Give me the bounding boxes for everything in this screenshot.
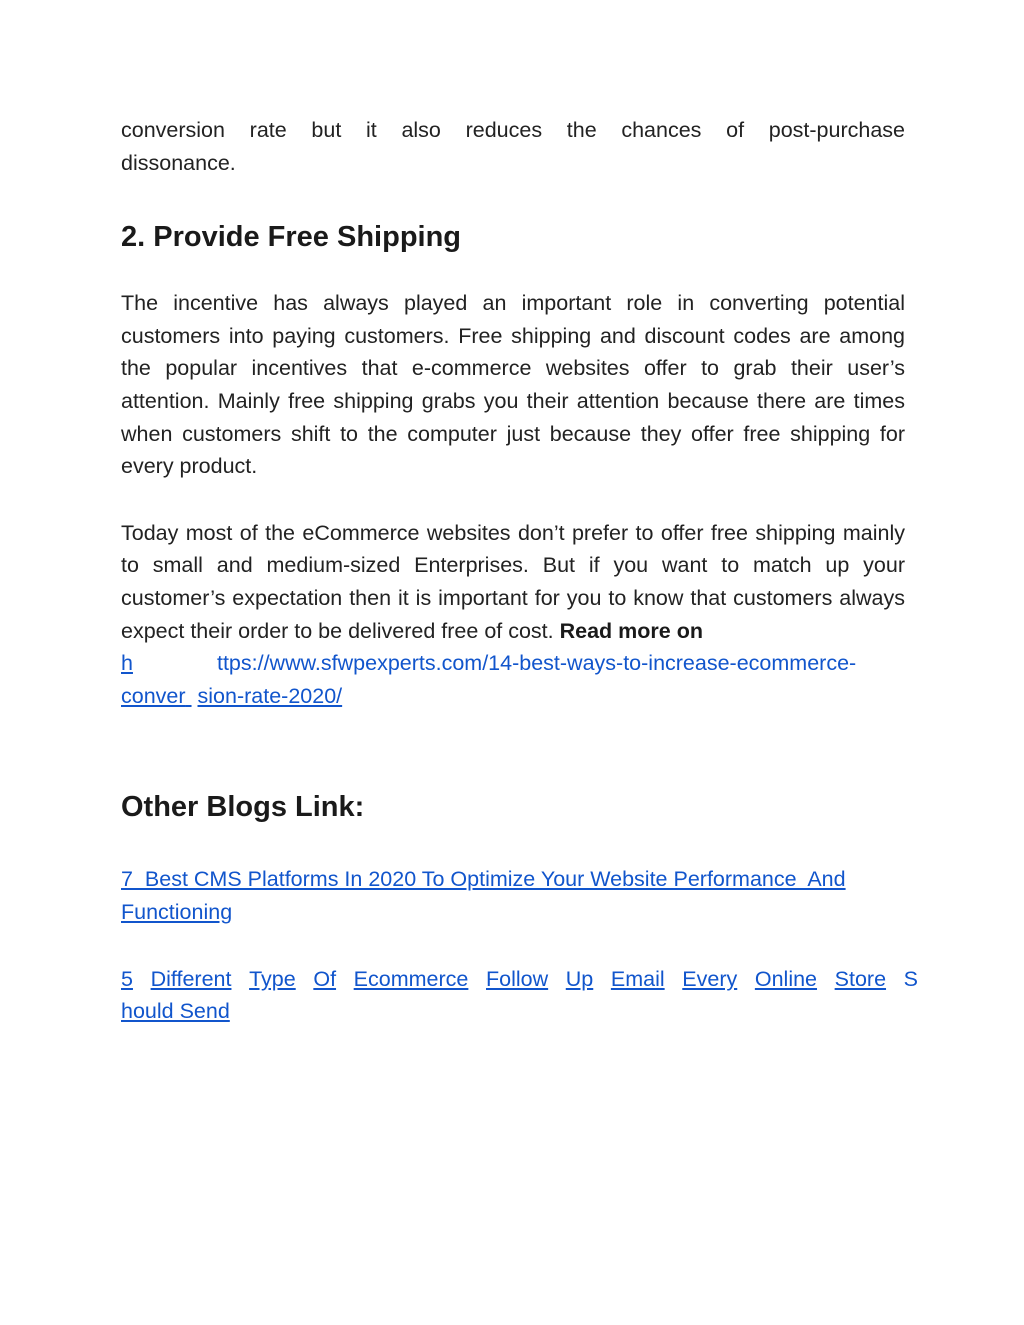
blog-link-follow-up-word[interactable]: Follow: [486, 966, 549, 991]
read-more-link-part-3-text: conver: [121, 683, 186, 708]
read-more-link-part-2[interactable]: ttps://www.sfwpexperts.com/14-best-ways-to-increase-ecommerce-: [216, 651, 857, 676]
blog-link-cms-line-2[interactable]: Functioning: [121, 899, 233, 924]
read-more-link-line-2: [121, 680, 905, 713]
intro-words: [121, 114, 905, 147]
blog-link-follow-up-word[interactable]: Ecommerce: [353, 966, 469, 991]
blog-link-follow-up-word[interactable]: Type: [249, 966, 296, 991]
intro-word: chances: [621, 118, 702, 142]
blog-link-follow-up-word[interactable]: S: [903, 966, 918, 991]
section-heading-free-shipping: 2. Provide Free Shipping: [121, 221, 462, 254]
blog-link-cms-line-1[interactable]: 7 Best CMS Platforms In 2020 To Optimize Your Website Performance And: [121, 867, 846, 892]
intro-word: but: [311, 118, 342, 142]
blog-link-follow-up-word[interactable]: Every: [682, 966, 738, 991]
read-more-link-part-3[interactable]: [121, 684, 192, 708]
blog-link-follow-up-word[interactable]: Different: [150, 966, 232, 991]
blog-link-follow-up-word[interactable]: Of: [313, 966, 337, 991]
blog-link-follow-up-line-1: [121, 963, 918, 996]
read-more-link-line-1: [121, 647, 905, 680]
read-more-link-part-4[interactable]: sion-rate-2020/: [197, 683, 343, 708]
read-more-label: Read more on: [559, 618, 703, 643]
paragraph-free-shipping-1: The incentive has always played an important role in converting potential customers into paying customers. Free shipping and discount codes are among the popular incentives that e-commerce websites offer to grab their user’s attention. Mainly free shipping grabs you their attention because there are times when customers shift to the computer just because they offer free shipping for every product.: [121, 291, 905, 479]
blog-link-follow-up-word[interactable]: Online: [754, 966, 818, 991]
blog-link-cms-platforms: [121, 863, 905, 928]
intro-line-1: [121, 114, 905, 147]
intro-line-2: dissonance.: [121, 150, 236, 175]
blog-link-follow-up-word[interactable]: 5: [121, 966, 133, 991]
blog-link-follow-up-word[interactable]: Up: [565, 966, 594, 991]
read-more-link-part-1[interactable]: h: [121, 651, 133, 676]
blog-list: [121, 863, 918, 1027]
blog-link-follow-up-word[interactable]: Email: [610, 966, 665, 991]
paragraph-free-shipping-2-text: Today most of the eCommerce websites don’t prefer to offer free shipping mainly to small and medium-sized Enterprises. But if you want to match up your customer’s expectation then it is important for you to know that customers always expect their order to be delivered free of cost.: [121, 520, 905, 643]
intro-word: of: [726, 118, 745, 142]
intro-word: post-purchase: [768, 118, 905, 142]
blog-link-follow-up-word[interactable]: Store: [834, 966, 887, 991]
intro-word: the: [566, 118, 597, 142]
intro-word: conversion: [121, 118, 225, 142]
intro-word: also: [401, 118, 441, 142]
intro-word: reduces: [465, 118, 543, 142]
other-blogs-heading: Other Blogs Link:: [121, 791, 365, 824]
blog-link-follow-up-line-2[interactable]: hould Send: [121, 999, 230, 1024]
document-page: [121, 114, 918, 1028]
intro-word: it: [366, 118, 377, 142]
blog-link-follow-up-email: [121, 963, 918, 1028]
intro-word: rate: [249, 118, 287, 142]
paragraph-free-shipping-2: [121, 517, 905, 647]
